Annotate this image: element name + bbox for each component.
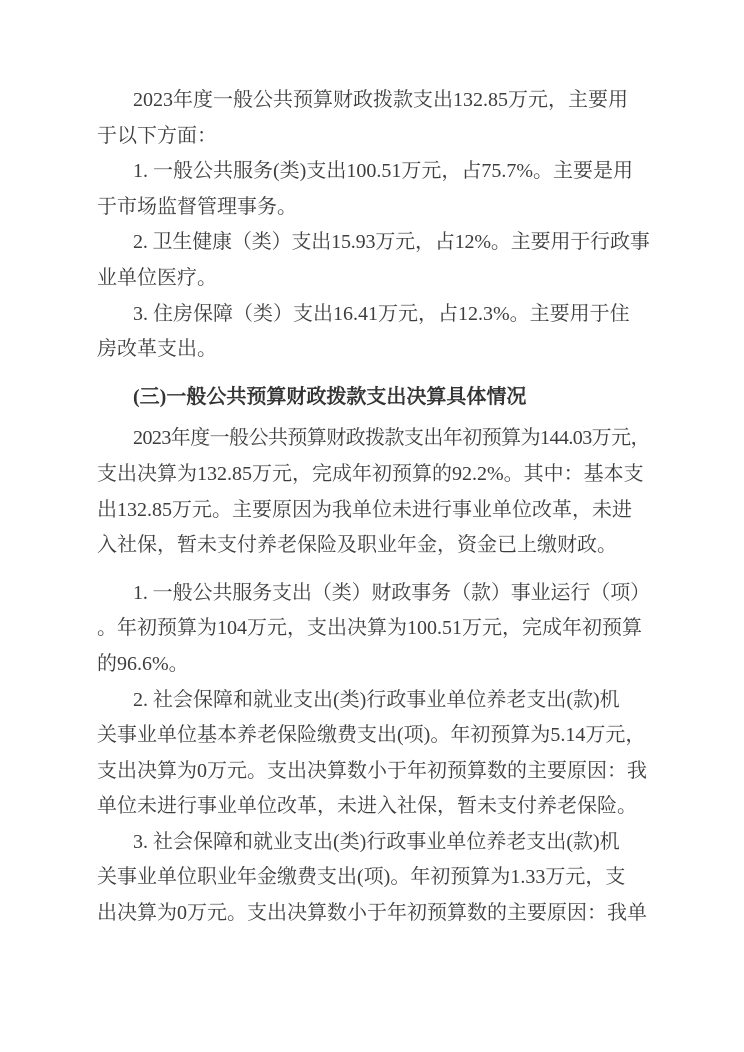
para-expenditure-overview [97,83,650,154]
heading-section-three [97,380,650,416]
text-line: 出决算为0万元。支出决算数小于年初预算数的主要原因：我单 [97,902,647,925]
text-line: 1. 一般公共服务(类)支出100.51万元，占75.7%。主要是用 [133,160,633,183]
text-line: 的96.6%。 [97,652,189,675]
text-line: 1. 一般公共服务支出（类）财政事务（款）事业运行（项） [133,581,650,604]
text-line: 支出决算为0万元。支出决算数小于年初预算数的主要原因：我 [97,759,647,782]
para-detail-1-operations [97,576,650,683]
text-line: 2023年度一般公共预算财政拨款支出年初预算为144.03万元， [133,427,650,450]
para-detail-2-pension-basic [97,683,650,825]
text-line: 关事业单位职业年金缴费支出(项)。年初预算为1.33万元，支 [97,866,626,889]
para-item-1-public-services [97,154,650,225]
text-line: 关事业单位基本养老保险缴费支出(项)。年初预算为5.14万元， [97,724,646,747]
text-line: 2. 卫生健康（类）支出15.93万元，占12%。主要用于行政事 [133,231,650,254]
para-item-2-health [97,225,650,296]
text-line: (三)一般公共预算财政拨款支出决算具体情况 [133,385,527,408]
text-line: 3. 住房保障（类）支出16.41万元，占12.3%。主要用于住 [133,302,630,325]
text-line: 出132.85万元。主要原因为我单位未进行事业单位改革，未进 [97,498,632,521]
text-line: 业单位医疗。 [97,266,217,289]
text-line: 入社保，暂未支付养老保险及职业年金，资金已上缴财政。 [97,534,617,557]
text-line: 2. 社会保障和就业支出(类)行政事业单位养老支出(款)机 [133,688,620,711]
text-line: 单位未进行事业单位改革，未进入社保，暂未支付养老保险。 [97,795,637,818]
text-line: 于以下方面： [97,124,217,147]
text-line: 房改革支出。 [97,338,217,361]
document-content [97,83,650,932]
text-line: 。年初预算为104万元，支出决算为100.51万元，完成年初预算 [97,617,642,640]
para-budget-vs-final [97,421,650,563]
text-line: 3. 社会保障和就业支出(类)行政事业单位养老支出(款)机 [133,830,620,853]
para-item-3-housing [97,297,650,368]
text-line: 2023年度一般公共预算财政拨款支出132.85万元，主要用 [133,89,628,111]
para-detail-3-annuity [97,825,650,932]
text-line: 于市场监督管理事务。 [97,195,297,218]
text-line: 支出决算为132.85万元，完成年初预算的92.2%。其中：基本支 [97,462,644,485]
